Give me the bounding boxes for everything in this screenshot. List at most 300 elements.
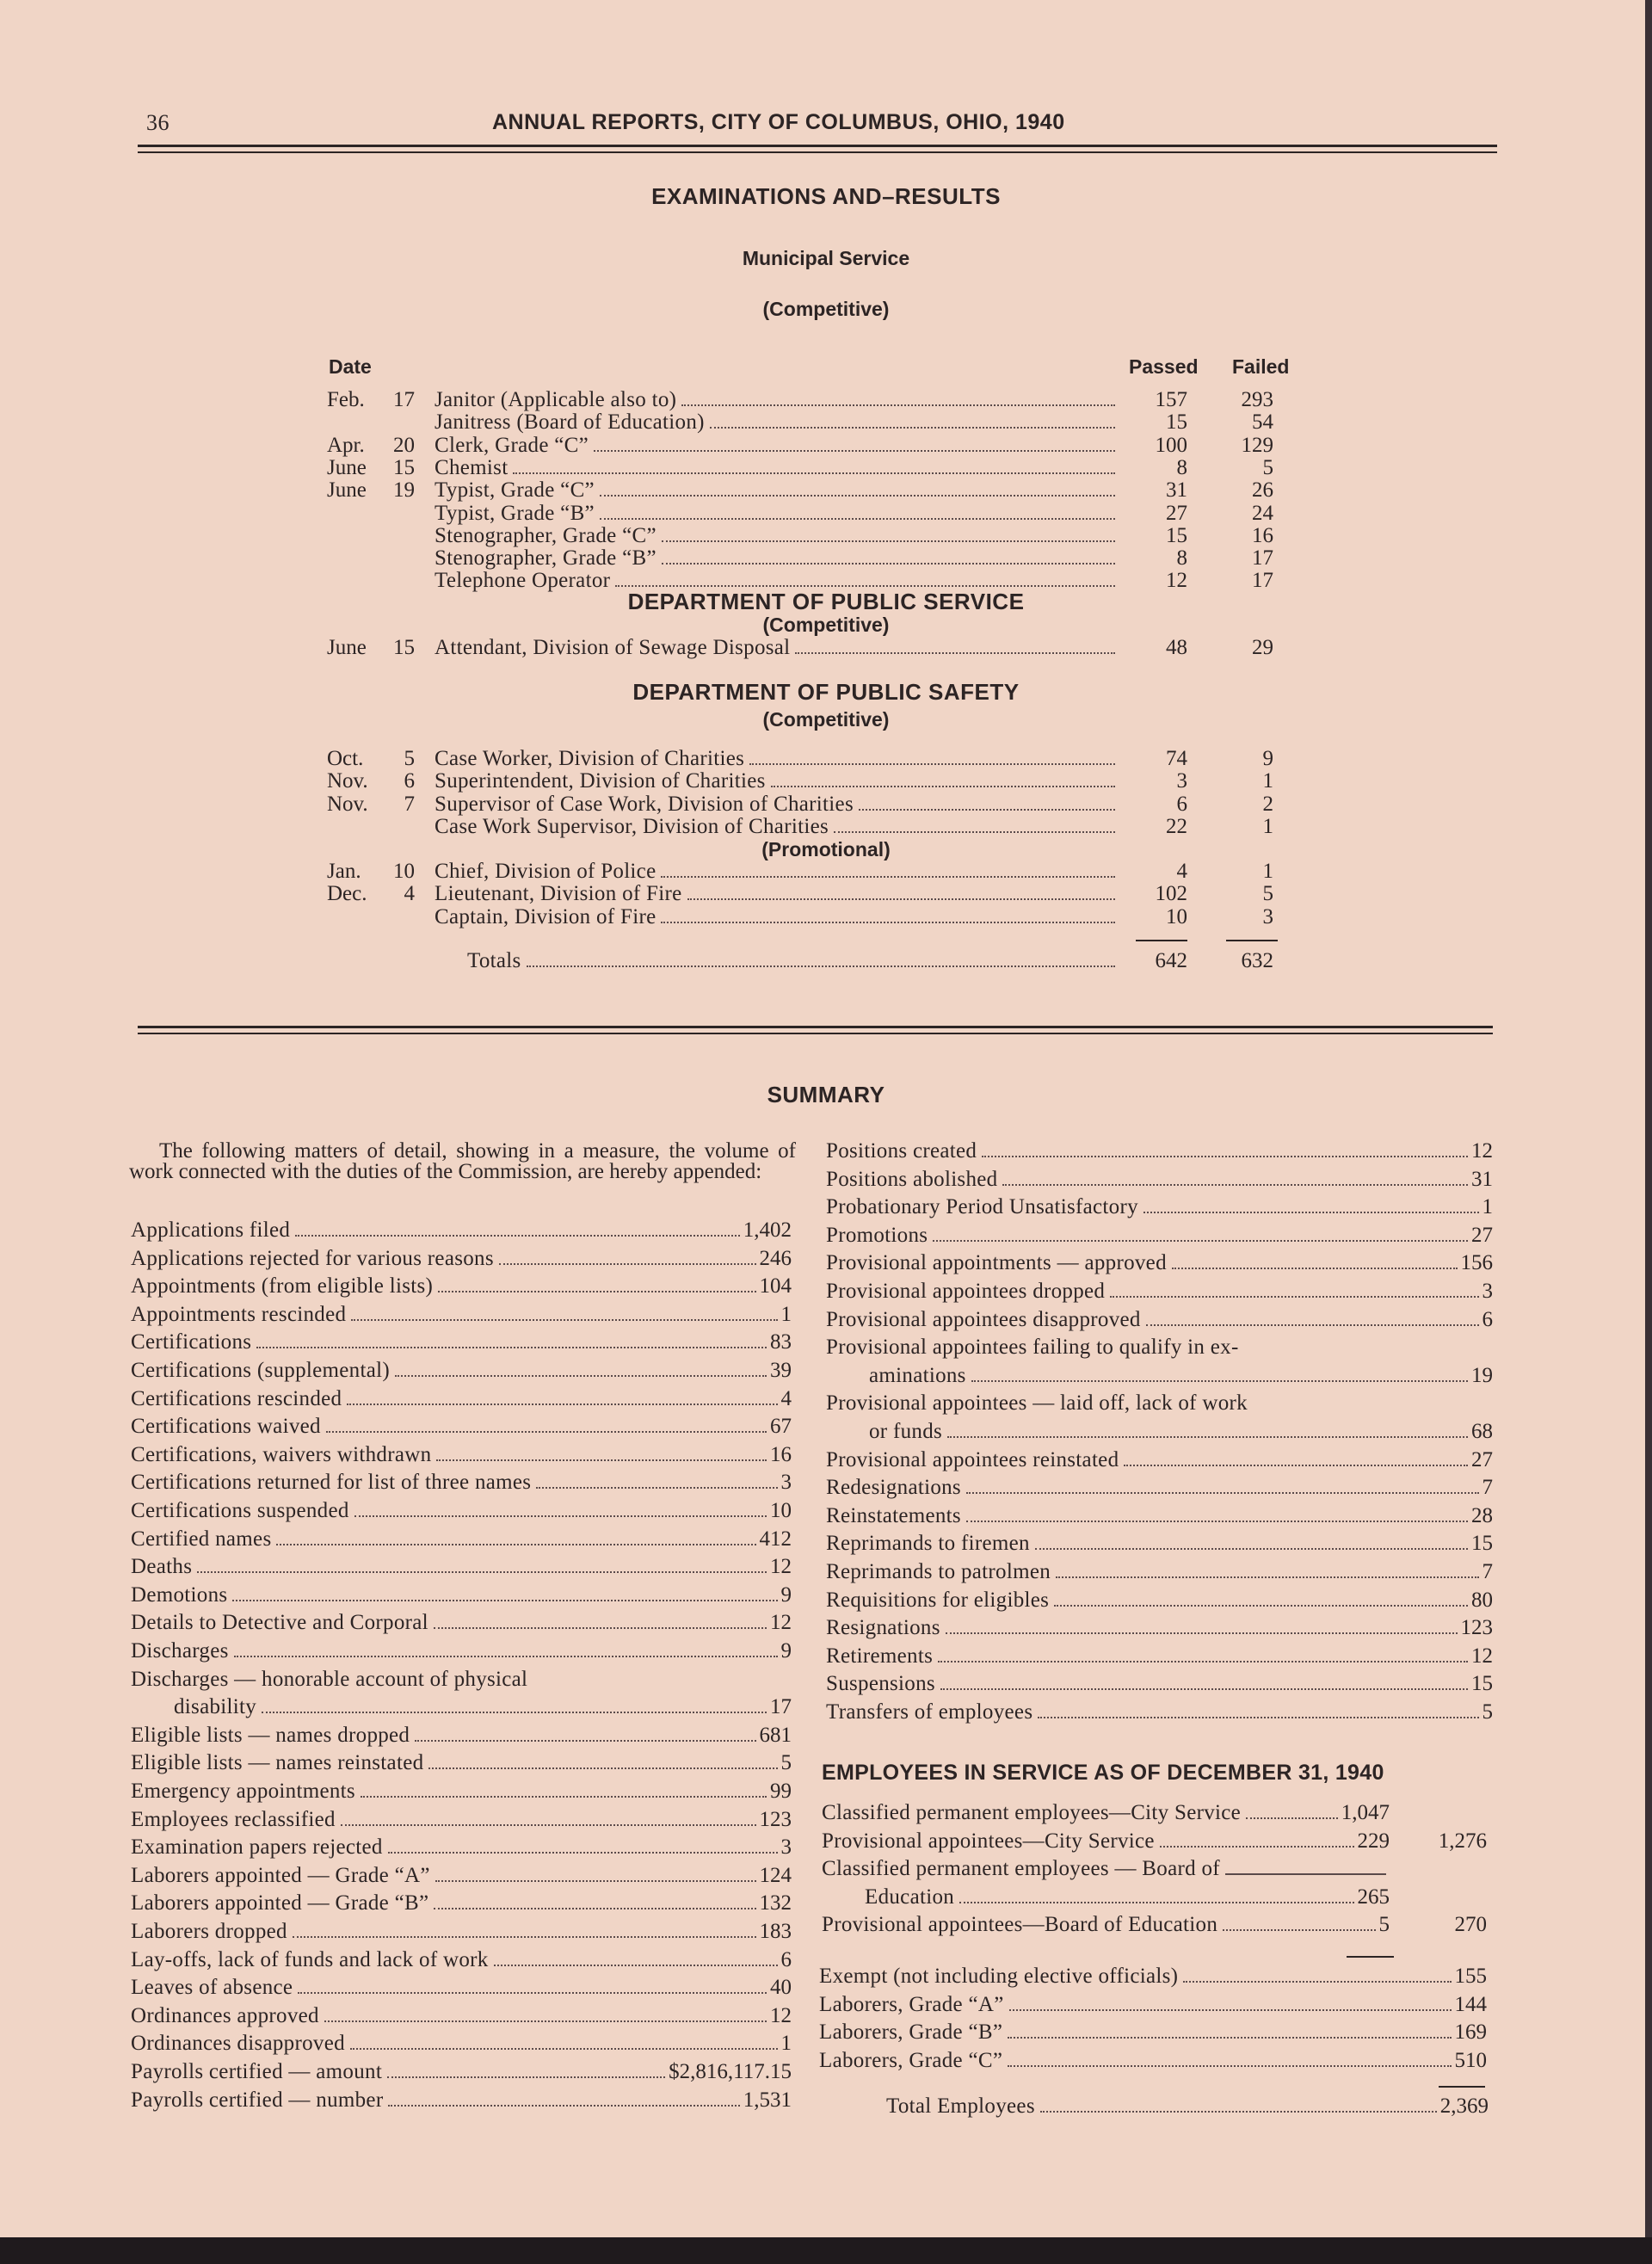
leader-dots	[428, 1767, 777, 1769]
summary-item	[826, 1306, 1493, 1334]
summary-item-value: 99	[770, 1780, 792, 1803]
leader-dots	[661, 922, 1115, 923]
exam-month: Dec.	[327, 882, 367, 906]
leader-dots	[834, 831, 1115, 833]
leader-dots	[1110, 1296, 1478, 1298]
summary-item-label: Laborers appointed — Grade “B”	[131, 1891, 429, 1915]
summary-item	[131, 1862, 792, 1890]
exam-title-cell	[435, 793, 1119, 816]
leader-dots	[1035, 1548, 1468, 1550]
summary-item-value: 3	[1482, 1280, 1493, 1303]
exam-title-cell	[435, 457, 1119, 479]
leader-dots	[234, 1656, 778, 1657]
exam-title: Lieutenant, Division of Fire	[435, 882, 682, 906]
exam-title: Chief, Division of Police	[435, 860, 656, 883]
exam-day: 19	[393, 478, 415, 503]
summary-item	[826, 1249, 1493, 1277]
summary-item-label: or funds	[869, 1420, 943, 1443]
exam-failed: 26	[1252, 478, 1273, 503]
exam-passed: 15	[1166, 523, 1187, 547]
summary-item-label: Discharges	[131, 1639, 229, 1663]
exam-title-cell	[435, 770, 1119, 793]
summary-item	[826, 1447, 1493, 1474]
leader-dots	[600, 518, 1115, 520]
leader-dots	[232, 1600, 777, 1601]
summary-item-value: 12	[1471, 1139, 1493, 1163]
summary-item-label: Provisional appointees — laid off, lack of work	[826, 1391, 1248, 1416]
summary-item-label: Positions created	[826, 1139, 977, 1163]
exam-title-cell	[435, 861, 1119, 883]
summary-item-value: 7	[1482, 1476, 1493, 1500]
exam-title-cell	[435, 906, 1119, 928]
leader-dots	[351, 1319, 777, 1321]
exams-subtitle: Municipal Service	[742, 247, 910, 269]
summary-item	[131, 1385, 792, 1413]
employees-title: EMPLOYEES IN SERVICE AS OF DECEMBER 31, 1940	[822, 1761, 1384, 1785]
leader-dots	[295, 1235, 740, 1237]
exam-passed: 100	[1155, 433, 1187, 457]
summary-item	[826, 1222, 1493, 1249]
summary-item	[131, 1918, 792, 1946]
leader-dots	[434, 1627, 767, 1629]
exam-day: 15	[393, 636, 415, 659]
leader-dots	[947, 1436, 1468, 1438]
summary-item-value: 104	[759, 1274, 792, 1299]
summary-item-label: Examination papers rejected	[131, 1835, 383, 1860]
employee-row	[822, 1855, 1390, 1883]
summary-item-label: Redesignations	[826, 1476, 961, 1500]
col-passed-header: Passed	[1129, 355, 1199, 378]
leader-dots	[966, 1521, 1468, 1522]
exam-row	[0, 457, 1291, 479]
exam-month: Feb.	[327, 388, 365, 411]
section-rule-top	[138, 1026, 1493, 1028]
summary-item	[826, 1334, 1493, 1361]
public-safety-note: (Competitive)	[762, 708, 890, 731]
exam-title: Janitress (Board of Education)	[435, 410, 705, 435]
header-rule-top	[138, 145, 1497, 147]
exam-failed: 2	[1262, 792, 1273, 816]
summary-item-value: 10	[770, 1499, 792, 1522]
summary-item-value: 68	[1471, 1420, 1493, 1443]
summary-item	[826, 1699, 1493, 1726]
exam-row	[0, 503, 1291, 525]
leader-dots	[1008, 2065, 1451, 2067]
summary-item-value: 6	[1482, 1307, 1493, 1331]
summary-item-value: 12	[770, 2003, 792, 2027]
exam-title: Typist, Grade “C”	[435, 478, 595, 503]
summary-title: SUMMARY	[767, 1082, 885, 1107]
summary-item-value: 27	[1471, 1447, 1493, 1471]
leader-dots	[536, 1487, 777, 1489]
leader-dots	[749, 763, 1115, 765]
leader-dots	[1246, 1817, 1338, 1819]
leader-dots	[687, 898, 1115, 900]
summary-item-label: Ordinances disapproved	[131, 2032, 345, 2056]
exam-passed: 102	[1155, 882, 1187, 906]
leader-dots	[435, 1880, 756, 1882]
leader-dots	[298, 1992, 767, 1994]
summary-item-label: Provisional appointees dropped	[826, 1280, 1106, 1303]
summary-item	[131, 1526, 792, 1553]
summary-item-value: 12	[770, 1611, 792, 1635]
summary-item	[174, 1693, 792, 1721]
exam-day: 6	[404, 769, 415, 793]
summary-item-label: Ordinances approved	[131, 2003, 319, 2027]
summary-item	[131, 2002, 792, 2030]
summary-item-label: Reinstatements	[826, 1503, 961, 1527]
leader-dots	[387, 2076, 665, 2078]
failed-total-rule	[1226, 940, 1278, 941]
leader-dots	[1124, 1465, 1468, 1466]
summary-item-label: Laborers dropped	[131, 1920, 287, 1943]
totals-failed: 632	[1241, 949, 1273, 972]
exam-row	[0, 525, 1291, 547]
exam-row	[0, 906, 1291, 928]
summary-item-value: 123	[1460, 1616, 1493, 1640]
summary-item-label: Demotions	[131, 1582, 228, 1607]
employee-other-label: Exempt (not including elective officials)	[819, 1965, 1179, 1988]
summary-item	[869, 1362, 1493, 1390]
exam-failed: 16	[1252, 523, 1273, 547]
exam-title-cell	[435, 389, 1119, 411]
summary-item-label: Eligible lists — names reinstated	[131, 1751, 424, 1775]
leader-dots	[594, 450, 1115, 452]
leader-dots	[513, 472, 1115, 474]
summary-item-label: Requisitions for eligibles	[826, 1588, 1050, 1612]
summary-item-label: Appointments rescinded	[131, 1302, 347, 1326]
summary-item-value: 28	[1471, 1503, 1493, 1527]
summary-item	[131, 1778, 792, 1805]
exam-row	[0, 637, 1291, 659]
employee-other-row	[819, 1991, 1487, 2019]
summary-item-value: 124	[759, 1863, 792, 1887]
summary-item-label: Certifications returned for list of three names	[131, 1471, 532, 1495]
summary-item-label: Resignations	[826, 1616, 940, 1640]
exam-passed: 8	[1176, 546, 1187, 571]
summary-item	[131, 1245, 792, 1273]
public-service-note: (Competitive)	[762, 614, 890, 636]
employee-row-total: 1,276	[1438, 1829, 1487, 1853]
leader-dots	[946, 1632, 1458, 1634]
employee-row-label: Classified permanent employees—City Service	[822, 1801, 1242, 1824]
summary-item-label: Lay-offs, lack of funds and lack of work	[131, 1947, 489, 1971]
summary-item-value: 3	[780, 1471, 792, 1495]
summary-item-label: Reprimands to patrolmen	[826, 1560, 1051, 1583]
summary-item-value: 40	[770, 1976, 792, 2000]
exam-title-cell	[435, 479, 1119, 502]
summary-item	[826, 1502, 1493, 1530]
exam-title: Superintendent, Division of Charities	[435, 769, 766, 793]
header-rule-bottom	[138, 151, 1497, 153]
exam-row	[0, 770, 1291, 793]
summary-item-label: Provisional appointments — approved	[826, 1251, 1167, 1275]
exam-failed: 29	[1252, 636, 1273, 659]
summary-item-label: Eligible lists — names dropped	[131, 1723, 410, 1747]
exam-failed: 24	[1252, 501, 1273, 525]
summary-item-label: Discharges — honorable account of physical	[131, 1667, 528, 1691]
totals-label: Totals	[467, 949, 521, 972]
summary-item-value: 9	[780, 1639, 792, 1663]
leader-dots	[966, 1492, 1479, 1494]
employee-row	[822, 1828, 1390, 1855]
leader-dots	[347, 1403, 777, 1405]
summary-item-value: 7	[1482, 1560, 1493, 1583]
exam-passed: 48	[1166, 636, 1187, 659]
summary-item	[131, 1273, 792, 1300]
summary-item-label: Probationary Period Unsatisfactory	[826, 1195, 1138, 1219]
scan-edge-right	[1645, 0, 1652, 2237]
exam-passed: 27	[1166, 501, 1187, 525]
summary-item-label: Reprimands to firemen	[826, 1532, 1030, 1556]
summary-item	[826, 1587, 1493, 1614]
promotional-note: (Promotional)	[761, 838, 891, 861]
summary-item-label: Certified names	[131, 1527, 272, 1551]
summary-item	[131, 1722, 792, 1749]
public-service-heading: DEPARTMENT OF PUBLIC SERVICE	[627, 589, 1025, 614]
leader-dots	[1183, 1981, 1451, 1983]
exam-failed: 54	[1252, 410, 1273, 435]
leader-dots	[959, 1902, 1353, 1903]
leader-dots	[1038, 1717, 1478, 1718]
summary-item-value: 80	[1471, 1588, 1493, 1612]
summary-item	[131, 1974, 792, 2002]
summary-item-label: Laborers appointed — Grade “A”	[131, 1863, 430, 1887]
summary-item-value: 12	[1471, 1644, 1493, 1668]
summary-item-value: 681	[759, 1723, 792, 1747]
employee-row-subtotal: 1,047	[1341, 1801, 1390, 1824]
employee-row-label: Provisional appointees—City Service	[822, 1829, 1155, 1853]
leader-dots	[388, 1852, 778, 1854]
leader-dots	[499, 1263, 756, 1265]
summary-item-value: 412	[759, 1527, 792, 1551]
exam-row	[0, 435, 1291, 457]
leader-dots	[1054, 1605, 1468, 1607]
exam-day: 20	[393, 433, 415, 457]
summary-item-label: Suspensions	[826, 1672, 935, 1696]
summary-item-value: 27	[1471, 1223, 1493, 1247]
employee-row-total: 270	[1454, 1913, 1487, 1937]
leader-dots	[1223, 1929, 1375, 1931]
leader-dots	[256, 1347, 767, 1348]
exams-title: EXAMINATIONS AND–RESULTS	[651, 183, 1001, 209]
exam-month: June	[327, 455, 367, 479]
employee-other-row	[819, 2019, 1487, 2046]
summary-item-value: 15	[1471, 1672, 1493, 1696]
exam-month: June	[327, 478, 367, 503]
summary-item	[131, 1946, 792, 1974]
summary-item	[826, 1670, 1493, 1698]
leader-dots	[1009, 2009, 1452, 2011]
summary-item-label: Promotions	[826, 1223, 928, 1247]
exam-title-cell	[435, 503, 1119, 525]
exam-month: Jan.	[327, 860, 361, 883]
summary-item-value: 1,531	[743, 2088, 792, 2112]
summary-item-value: 156	[1460, 1251, 1493, 1275]
exam-passed: 74	[1166, 747, 1187, 770]
leader-dots	[1146, 1324, 1479, 1326]
summary-item-label: Certifications	[131, 1330, 252, 1354]
exam-failed: 293	[1241, 388, 1273, 411]
employee-other-label: Laborers, Grade “C”	[819, 2048, 1003, 2072]
summary-item	[131, 1441, 792, 1469]
exam-month: Oct.	[327, 747, 364, 770]
summary-item-label: Employees reclassified	[131, 1807, 336, 1831]
exam-title-cell	[435, 883, 1119, 905]
leader-dots	[197, 1571, 767, 1573]
summary-item-label: Positions abolished	[826, 1167, 998, 1191]
exam-failed: 129	[1241, 433, 1273, 457]
exam-day: 4	[404, 882, 415, 906]
leader-dots	[341, 1824, 756, 1826]
exam-passed: 3	[1176, 769, 1187, 793]
total-employees-label: Total Employees	[886, 2094, 1035, 2118]
summary-item-label: Provisional appointees disapproved	[826, 1307, 1141, 1331]
exam-failed: 1	[1262, 814, 1273, 838]
leader-dots	[1040, 2111, 1437, 2113]
employees-subtotal-rule	[1347, 1956, 1394, 1958]
leader-dots	[438, 1291, 755, 1292]
summary-item	[131, 1609, 792, 1637]
summary-item	[131, 1413, 792, 1440]
summary-item	[131, 1329, 792, 1356]
summary-item-value: 1	[780, 1302, 792, 1326]
summary-item-value: 39	[770, 1359, 792, 1382]
summary-item	[826, 1474, 1493, 1502]
exam-row	[0, 479, 1291, 502]
leader-dots	[982, 1156, 1468, 1157]
exam-title-cell	[435, 816, 1119, 838]
employee-other-row	[819, 2047, 1487, 2075]
exam-day: 5	[404, 747, 415, 770]
col-date-header: Date	[329, 355, 372, 378]
exam-passed: 8	[1176, 455, 1187, 479]
section-rule-bottom	[138, 1033, 1493, 1034]
exam-day: 10	[393, 860, 415, 883]
exam-title-cell	[435, 411, 1119, 434]
exam-failed: 17	[1252, 569, 1273, 593]
leader-dots	[859, 809, 1115, 811]
leader-dots	[940, 1688, 1468, 1690]
exam-title: Attendant, Division of Sewage Disposal	[435, 636, 791, 659]
employee-row-subtotal: 5	[1378, 1913, 1390, 1937]
summary-item-value: 246	[759, 1246, 792, 1270]
leader-dots	[293, 1936, 756, 1938]
leader-dots	[1225, 1873, 1386, 1875]
summary-item-value: 67	[770, 1415, 792, 1439]
summary-item-label: Certifications suspended	[131, 1499, 349, 1522]
exam-row	[0, 411, 1291, 434]
leader-dots	[1008, 2037, 1451, 2039]
leader-dots	[1160, 1846, 1354, 1848]
exam-passed: 22	[1166, 814, 1187, 838]
exams-subtitle-note: (Competitive)	[762, 298, 890, 320]
passed-total-rule	[1136, 940, 1187, 941]
exam-month: June	[327, 636, 367, 659]
summary-item-label: Certifications waived	[131, 1415, 321, 1439]
summary-item	[131, 1638, 792, 1665]
summary-item	[131, 1582, 792, 1609]
exam-row	[0, 816, 1291, 838]
exam-title-cell	[435, 525, 1119, 547]
employee-row	[822, 1799, 1390, 1827]
summary-item	[826, 1530, 1493, 1558]
leader-dots	[971, 1380, 1468, 1382]
summary-item-label: Applications filed	[131, 1218, 291, 1242]
summary-item-label: Applications rejected for various reasons	[131, 1246, 494, 1270]
summary-item	[826, 1643, 1493, 1670]
exam-passed: 10	[1166, 904, 1187, 928]
leader-dots	[415, 1740, 755, 1742]
summary-item-label: Emergency appointments	[131, 1780, 355, 1803]
summary-item-value: 12	[770, 1555, 792, 1579]
leader-dots	[494, 1965, 778, 1966]
leader-dots	[361, 1796, 767, 1798]
summary-item-value: 4	[780, 1386, 792, 1410]
summary-item-value: 5	[1482, 1700, 1493, 1724]
exam-day: 7	[404, 792, 415, 816]
exam-title-cell	[435, 748, 1119, 770]
exam-passed: 31	[1166, 478, 1187, 503]
employee-other-row	[819, 1963, 1487, 1990]
exam-row	[0, 883, 1291, 905]
exam-title: Captain, Division of Fire	[435, 904, 656, 928]
summary-intro: The following matters of detail, showing in a measure, the volume of work connected with the duties of the Commission, are hereby appended:	[129, 1139, 796, 1183]
employee-other-value: 510	[1454, 2048, 1487, 2072]
summary-item-label: Leaves of absence	[131, 1976, 293, 2000]
summary-item-value: 183	[759, 1920, 792, 1943]
employee-row-label: Education	[865, 1885, 955, 1909]
leader-dots	[662, 540, 1115, 542]
exam-title-cell	[435, 435, 1119, 457]
totals-passed: 642	[1155, 949, 1187, 972]
summary-item-label: aminations	[869, 1363, 966, 1387]
employee-row-subtotal: 229	[1357, 1829, 1390, 1853]
summary-item-value: 1	[1482, 1195, 1493, 1219]
exam-row	[0, 793, 1291, 816]
summary-item-label: Certifications (supplemental)	[131, 1359, 390, 1382]
summary-item-label: Certifications, waivers withdrawn	[131, 1442, 432, 1466]
summary-item	[131, 1834, 792, 1861]
exam-title: Typist, Grade “B”	[435, 501, 595, 525]
summary-item	[826, 1194, 1493, 1221]
leader-dots	[354, 1515, 767, 1517]
summary-item	[131, 1301, 792, 1329]
summary-item-label: Details to Detective and Corporal	[131, 1611, 428, 1635]
leader-dots	[436, 1459, 767, 1461]
exam-failed: 5	[1262, 882, 1273, 906]
summary-item-value: 17	[770, 1695, 792, 1719]
exam-failed: 5	[1262, 455, 1273, 479]
summary-item	[131, 2058, 792, 2086]
summary-item-label: Provisional appointees failing to qualify in ex-	[826, 1336, 1239, 1360]
employee-other-value: 144	[1454, 1992, 1487, 2016]
summary-item-label: Certifications rescinded	[131, 1386, 342, 1410]
exam-month: Nov.	[327, 792, 368, 816]
exam-title: Telephone Operator	[435, 569, 611, 593]
summary-item	[131, 2030, 792, 2057]
exam-title-cell	[435, 547, 1119, 570]
leader-dots	[1002, 1184, 1468, 1186]
summary-item	[131, 1469, 792, 1496]
summary-item-label: Appointments (from eligible lists)	[131, 1274, 434, 1299]
running-head: ANNUAL REPORTS, CITY OF COLUMBUS, OHIO, 1940	[492, 110, 1065, 134]
exam-failed: 3	[1262, 904, 1273, 928]
exam-passed: 15	[1166, 410, 1187, 435]
summary-item	[131, 1890, 792, 1917]
leader-dots	[1056, 1576, 1478, 1578]
summary-item	[131, 1497, 792, 1525]
